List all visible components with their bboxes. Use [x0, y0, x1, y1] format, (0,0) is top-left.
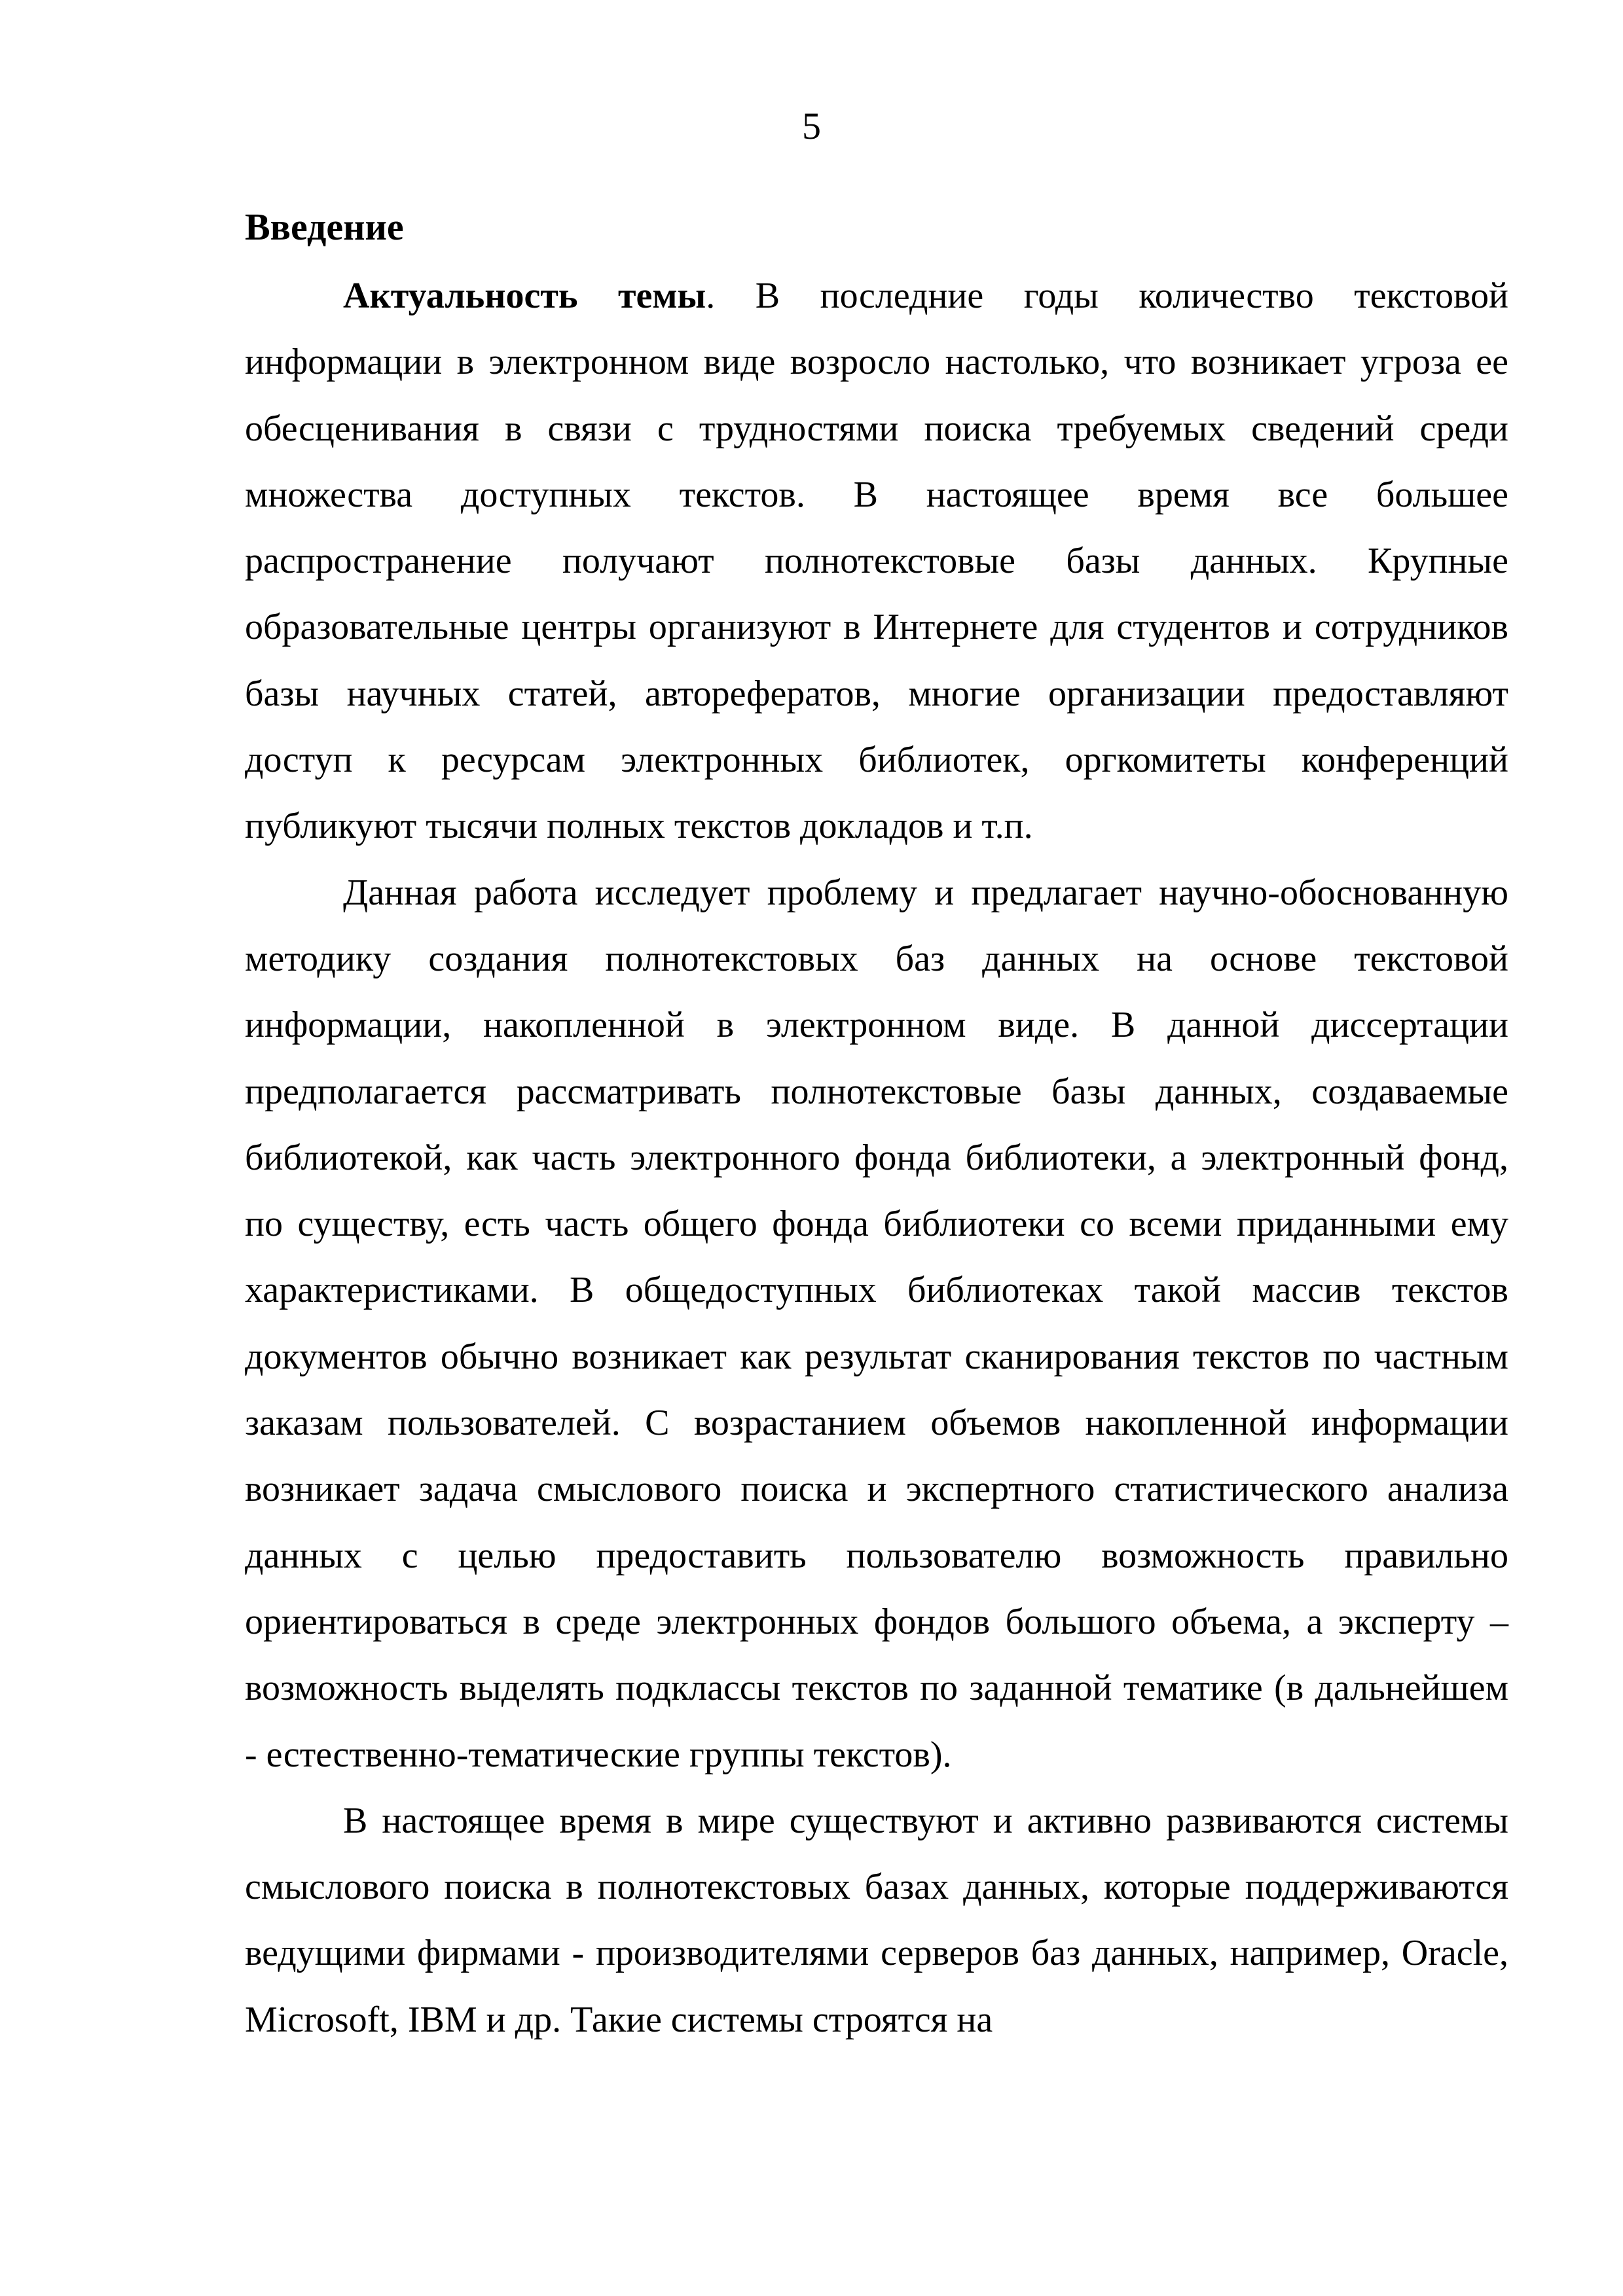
- section-heading: Введение: [245, 206, 404, 248]
- document-body: [245, 191, 1508, 2053]
- relevance-lead: Актуальность темы: [343, 276, 706, 316]
- paragraph-relevance: [245, 263, 1508, 860]
- paragraph-research: Данная работа исследует проблему и предлагает научно-обоснованную методику создания полнотекстовых баз данных на основе текстовой информации, накопленной в электронном виде. В данной диссертации предполагается рассматривать полнотекстовые базы данных, создаваемые библиотекой, как часть электронного фонда библиотеки, а электронный фонд, по существу, есть часть общего фонда библиотеки со всеми приданными ему характеристиками. В общедоступных библиотеках такой массив текстов документов обычно возникает как результат сканирования текстов по частным заказам пользователей. С возрастанием объемов накопленной информации возникает задача смыслового поиска и экспертного статистического анализа данных с целью предоставить пользователю возможность правильно ориентироваться в среде электронных фондов большого объема, а эксперту – возможность выделять подклассы текстов по заданной тематике (в дальнейшем - естественно-тематические группы текстов).: [245, 872, 1508, 1775]
- page-number: 5: [802, 105, 821, 147]
- paragraph-current-systems: В настоящее время в мире существуют и активно развиваются системы смыслового поиска в полнотекстовых базах данных, которые поддерживаются ведущими фирмами - производителями серверов баз данных, например, Oracle, Microsoft, IBM и др. Такие системы строятся на: [245, 1800, 1508, 2040]
- relevance-text: . В последние годы количество текстовой информации в электронном виде возросло настолько, что возникает угроза ее обесценивания в связи с трудностями поиска требуемых сведений среди множества доступных текстов. В настоящее время все большее распространение получают полнотекстовые базы данных. Крупные образовательные центры организуют в Интернете для студентов и сотрудников базы научных статей, авторефератов, многие организации предоставляют доступ к ресурсам электронных библиотек, оргкомитеты конференций публикуют тысячи полных текстов докладов и т.п.: [245, 276, 1509, 847]
